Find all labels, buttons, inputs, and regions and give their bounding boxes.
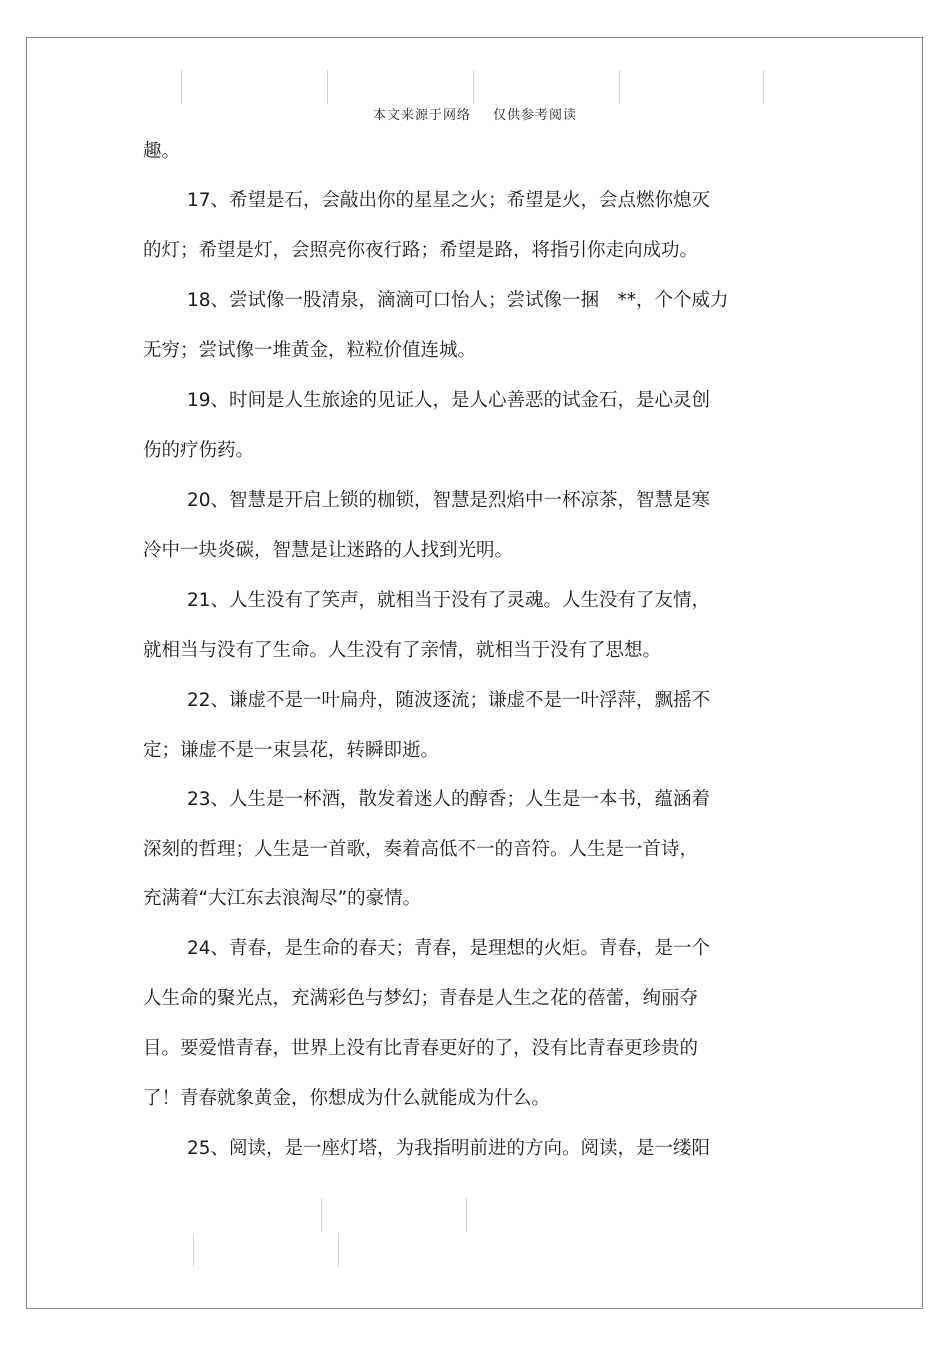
divider-line bbox=[193, 1233, 194, 1267]
text-line: 人生命的聚光点，充满彩色与梦幻；青春是人生之花的蓓蕾，绚丽夺 bbox=[143, 988, 699, 1009]
text-line: 了！青春就象黄金，你想成为什么就能成为什么。 bbox=[143, 1088, 551, 1109]
divider-line bbox=[181, 70, 182, 104]
text-line: 充满着“大江东去浪淘尽”的豪情。 bbox=[143, 888, 422, 909]
source-note: 本文来源于网络 bbox=[372, 108, 471, 123]
text-line: 25、阅读，是一座灯塔，为我指明前进的方向。阅读，是一缕阳 bbox=[187, 1138, 711, 1159]
divider-line bbox=[321, 1198, 322, 1232]
text-line: 的灯；希望是灯，会照亮你夜行路；希望是路，将指引你走向成功。 bbox=[143, 240, 699, 261]
divider-line bbox=[327, 70, 328, 104]
text-line: 冷中一块炎碳，智慧是让迷路的人找到光明。 bbox=[143, 540, 514, 561]
text-line: 无穷；尝试像一堆黄金，粒粒价值连城。 bbox=[143, 340, 477, 361]
divider-line bbox=[763, 70, 764, 104]
text-line: 20、智慧是开启上锁的枷锁，智慧是烈焰中一杯凉茶，智慧是寒 bbox=[187, 490, 711, 511]
text-line: 定；谦虚不是一束昙花，转瞬即逝。 bbox=[143, 740, 440, 761]
text-line: 22、谦虚不是一叶扁舟，随波逐流；谦虚不是一叶浮萍，飘摇不 bbox=[187, 690, 711, 711]
text-line: 18、尝试像一股清泉，滴滴可口怡人；尝试像一捆 **，个个威力 bbox=[187, 290, 729, 311]
page-border bbox=[26, 37, 923, 1309]
text-line: 21、人生没有了笑声，就相当于没有了灵魂。人生没有了友情， bbox=[187, 590, 711, 611]
divider-line bbox=[466, 1198, 467, 1232]
text-line: 深刻的哲理；人生是一首歌，奏着高低不一的音符。人生是一首诗， bbox=[143, 839, 699, 860]
text-line: 19、时间是人生旅途的见证人，是人心善恶的试金石，是心灵创 bbox=[187, 390, 711, 411]
text-line: 23、人生是一杯酒，散发着迷人的醇香；人生是一本书，蕴涵着 bbox=[187, 789, 711, 810]
text-line: 17、希望是石，会敲出你的星星之火；希望是火，会点燃你熄灭 bbox=[187, 190, 711, 211]
text-line: 伤的疗伤药。 bbox=[143, 440, 255, 461]
text-line: 24、青春，是生命的春天；青春，是理想的火炬。青春，是一个 bbox=[187, 938, 711, 959]
text-line: 就相当与没有了生命。人生没有了亲情，就相当于没有了思想。 bbox=[143, 640, 662, 661]
reference-note: 仅供参考阅读 bbox=[493, 108, 578, 123]
page-header bbox=[0, 104, 950, 123]
text-line: 目。要爱惜青春，世界上没有比青春更好的了，没有比青春更珍贵的 bbox=[143, 1038, 699, 1059]
text-line: 趣。 bbox=[143, 141, 181, 162]
divider-line bbox=[338, 1233, 339, 1267]
divider-line bbox=[619, 70, 620, 104]
divider-line bbox=[473, 70, 474, 104]
